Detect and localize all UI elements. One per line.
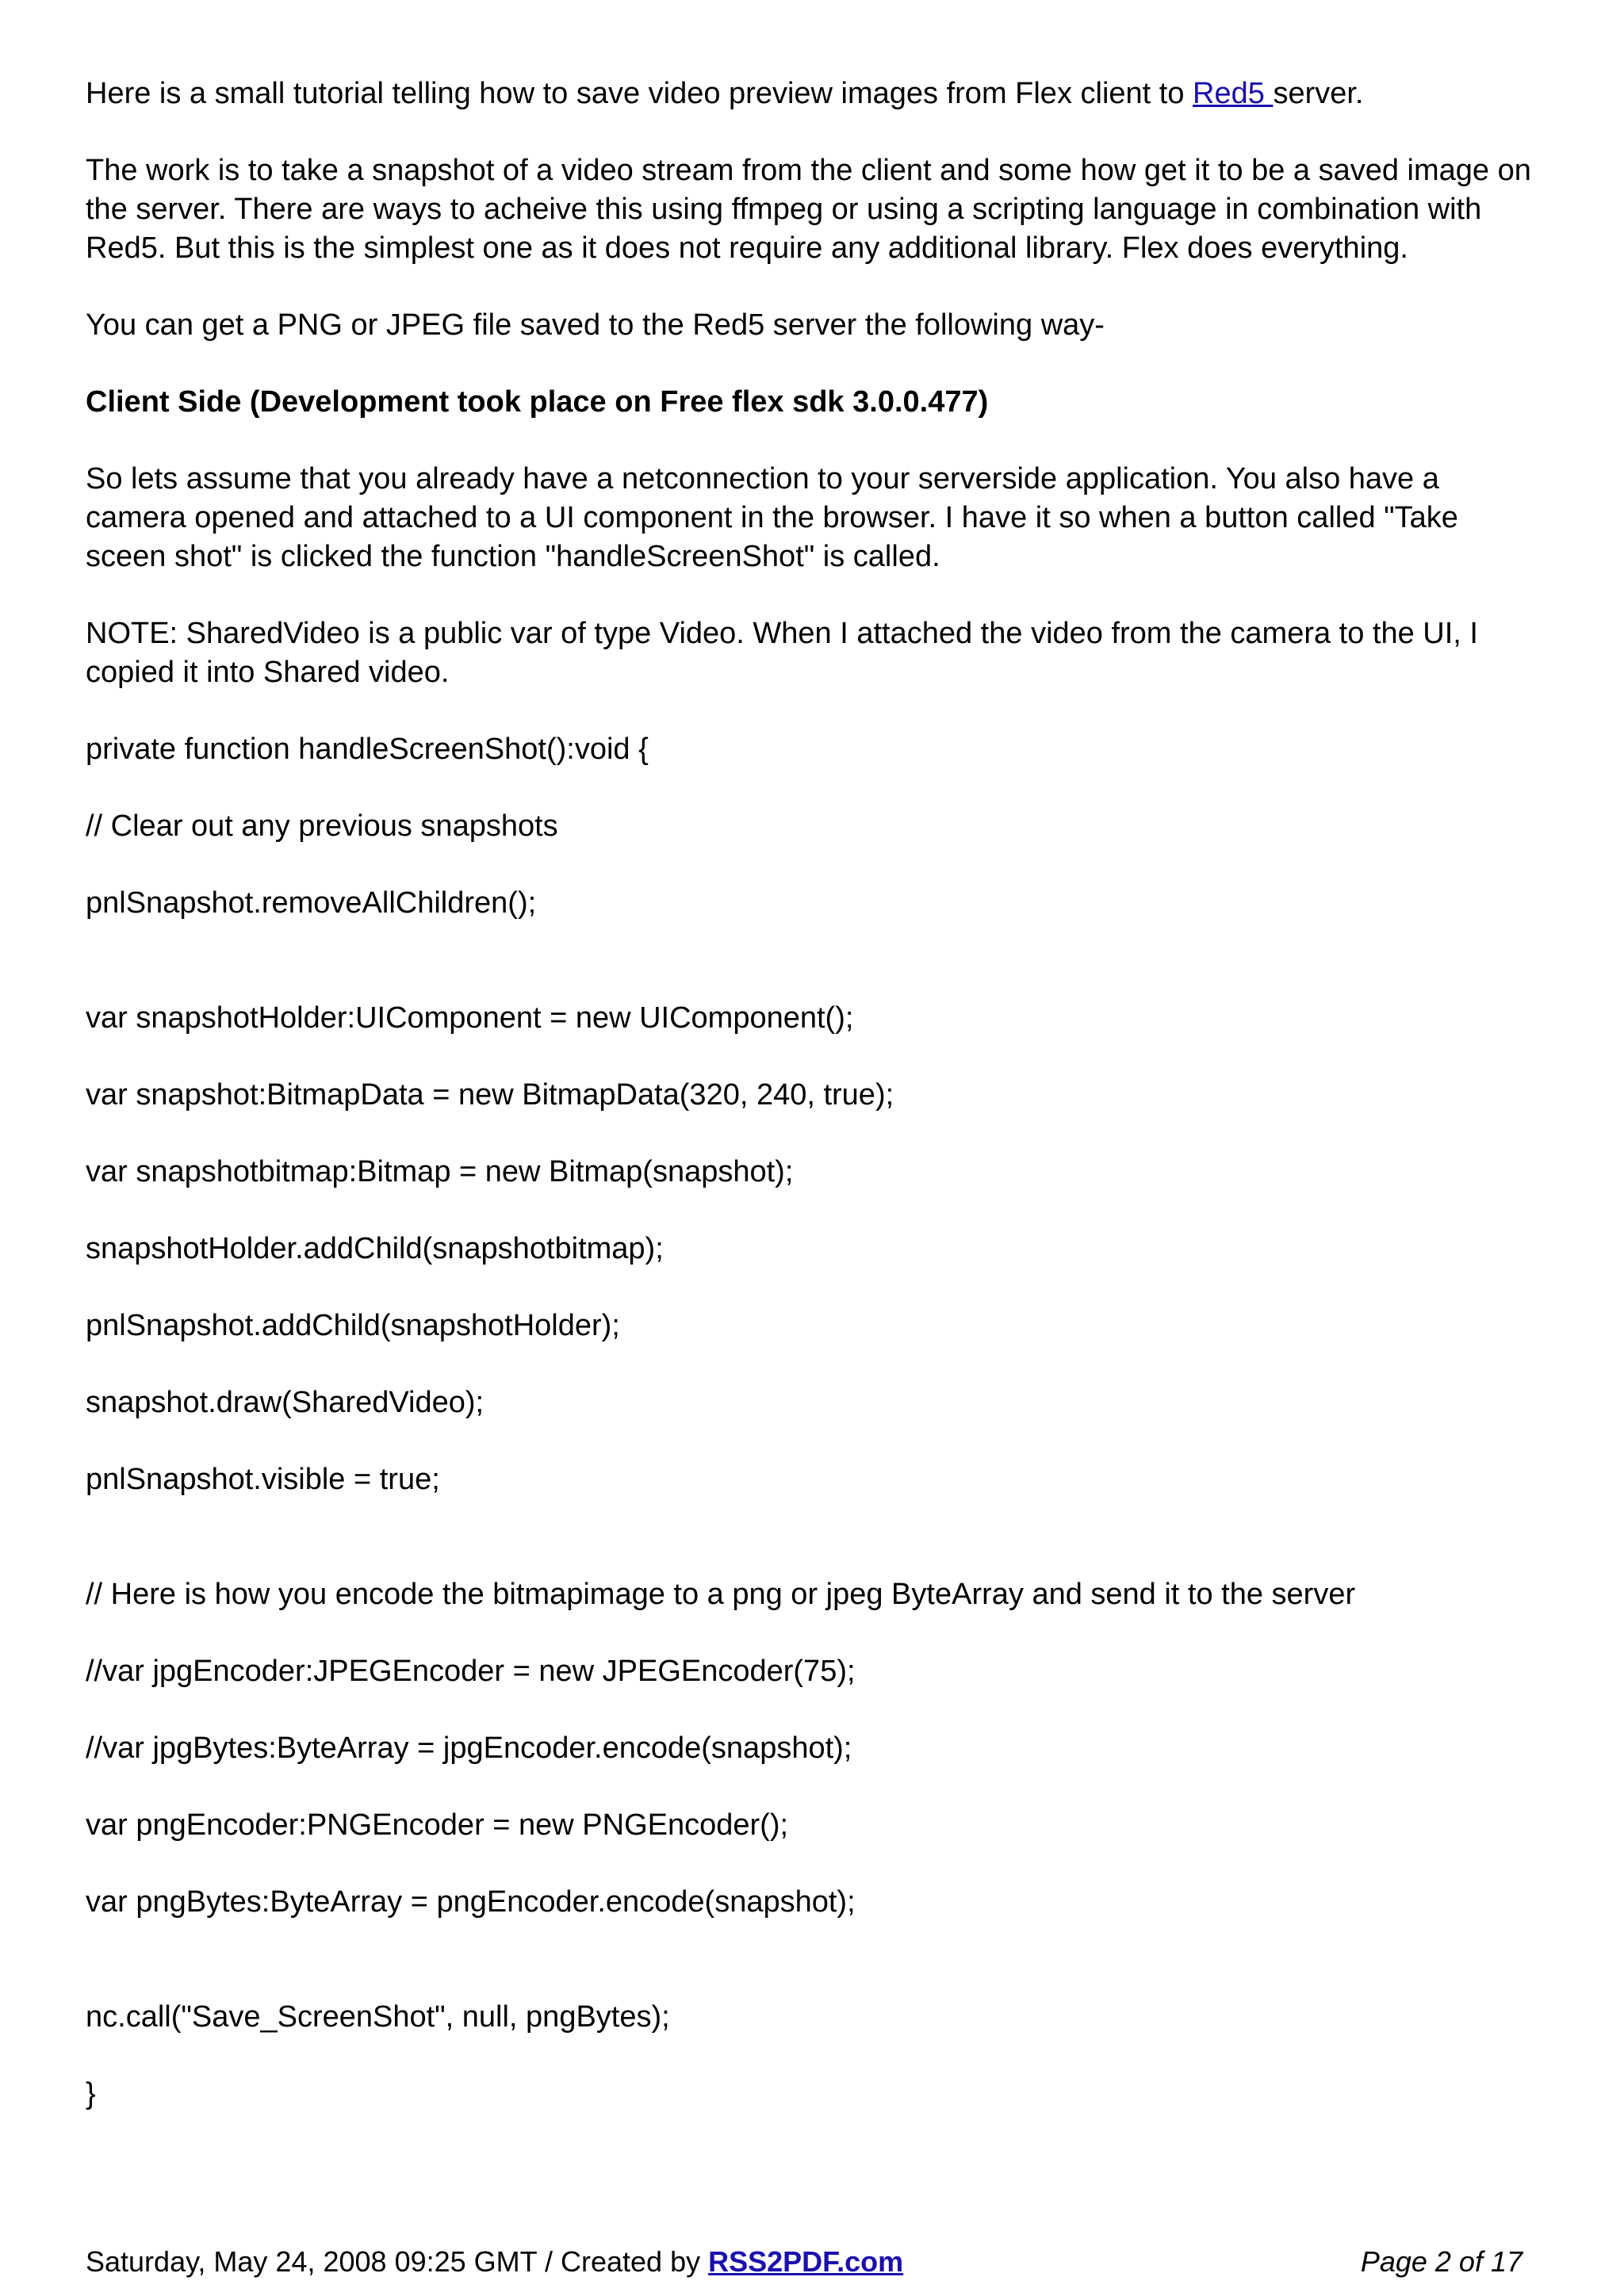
section-heading-client-side: Client Side (Development took place on Free flex sdk 3.0.0.477) bbox=[86, 385, 989, 419]
code-line: var pngEncoder:PNGEncoder = new PNGEncoder(); bbox=[86, 1808, 789, 1842]
code-line: var snapshot:BitmapData = new BitmapData(320, 240, true); bbox=[86, 1078, 894, 1112]
code-line: // Here is how you encode the bitmapimage to a png or jpeg ByteArray and send it to the server bbox=[86, 1578, 1356, 1611]
footer-date: Saturday, May 24, 2008 09:25 GMT / Created by bbox=[86, 2245, 709, 2278]
intro-paragraph bbox=[86, 75, 1538, 113]
code-line: var pngBytes:ByteArray = pngEncoder.encode(snapshot); bbox=[86, 1885, 856, 1919]
footer-created-by bbox=[86, 2242, 903, 2282]
paragraph-note: NOTE: SharedVideo is a public var of type Video. When I attached the video from the camera to the UI, I copied it into Shared video. bbox=[86, 617, 1478, 689]
code-line: snapshot.draw(SharedVideo); bbox=[86, 1386, 485, 1419]
red5-link[interactable]: Red5 bbox=[1193, 77, 1274, 110]
paragraph-file-types: You can get a PNG or JPEG file saved to the Red5 server the following way- bbox=[86, 308, 1105, 342]
paragraph-assumptions: So lets assume that you already have a netconnection to your serverside application. You also have a camera opened and attached to a UI component in the browser. I have it so when a button called "Take sceen shot" is clicked the function "handleScreenShot" is called. bbox=[86, 462, 1458, 573]
blank-line bbox=[86, 961, 1538, 999]
code-line: var snapshotbitmap:Bitmap = new Bitmap(snapshot); bbox=[86, 1155, 794, 1188]
code-line: snapshotHolder.addChild(snapshotbitmap); bbox=[86, 1232, 664, 1265]
intro-text-after: server. bbox=[1273, 77, 1364, 110]
rss2pdf-link[interactable]: RSS2PDF.com bbox=[708, 2245, 904, 2278]
blank-line bbox=[86, 1960, 1538, 1998]
page-number: Page 2 of 17 bbox=[1360, 2245, 1522, 2278]
code-line: nc.call("Save_ScreenShot", null, pngBytes); bbox=[86, 2000, 670, 2034]
code-line: var snapshotHolder:UIComponent = new UIComponent(); bbox=[86, 1001, 854, 1035]
blank-line bbox=[86, 1537, 1538, 1575]
code-line: pnlSnapshot.removeAllChildren(); bbox=[86, 886, 537, 920]
code-line: pnlSnapshot.addChild(snapshotHolder); bbox=[86, 1309, 620, 1342]
code-line: private function handleScreenShot():void { bbox=[86, 733, 649, 766]
code-line: } bbox=[86, 2077, 96, 2110]
document-body bbox=[86, 75, 1538, 2152]
code-line: //var jpgEncoder:JPEGEncoder = new JPEGEncoder(75); bbox=[86, 1655, 856, 1688]
code-line: pnlSnapshot.visible = true; bbox=[86, 1463, 440, 1496]
intro-text-before: Here is a small tutorial telling how to save video preview images from Flex client to bbox=[86, 77, 1193, 110]
code-line: // Clear out any previous snapshots bbox=[86, 809, 558, 843]
paragraph-snapshot-overview: The work is to take a snapshot of a video stream from the client and some how get it to be a saved image on the server. There are ways to acheive this using ffmpeg or using a scripting language in combination with Red5. But this is the simplest one as it does not require any additional library. Flex does everything. bbox=[86, 154, 1531, 265]
page-footer bbox=[86, 2242, 1522, 2282]
code-line: //var jpgBytes:ByteArray = jpgEncoder.encode(snapshot); bbox=[86, 1732, 852, 1765]
